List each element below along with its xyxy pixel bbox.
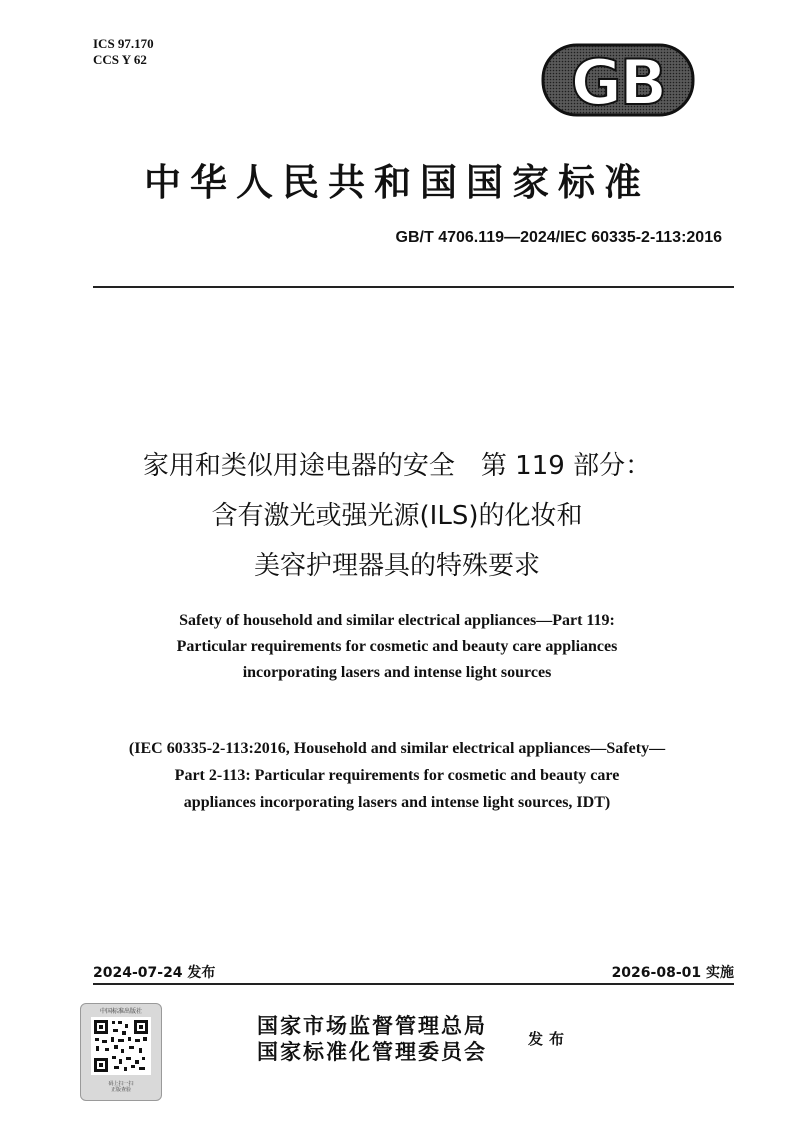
- ccs-code: CCS Y 62: [93, 52, 147, 67]
- standard-number: GB/T 4706.119—2024/IEC 60335-2-113:2016: [395, 229, 722, 246]
- qr-code-icon: [81, 1015, 161, 1077]
- qr-label-footer: 正版查验: [110, 1087, 131, 1093]
- title-chinese: [0, 441, 794, 591]
- classification-codes: [93, 36, 154, 68]
- national-standard-heading: 中华人民共和国国家标准: [144, 161, 650, 204]
- publisher-name: 国家标准化管理委员会: [257, 1040, 487, 1064]
- iec-line: (IEC 60335-2-113:2016, Household and similar electrical appliances—Safety—: [128, 740, 666, 757]
- iec-line: Part 2-113: Particular requirements for cosmetic and beauty care: [174, 767, 620, 784]
- publish-label: 发布: [528, 1030, 571, 1048]
- qr-label-header: 中国标准出版社: [99, 1008, 142, 1015]
- iec-line: appliances incorporating lasers and intense light sources, IDT): [183, 794, 611, 811]
- qr-label-footer: 码上扫一扫: [108, 1081, 134, 1087]
- top-divider: [93, 286, 734, 288]
- title-cn-line: 家用和类似用途电器的安全 第 119 部分：: [142, 451, 652, 481]
- issue-date: 2024-07-24 发布: [93, 965, 216, 981]
- title-en-line: Safety of household and similar electrical appliances—Part 119:: [179, 612, 615, 629]
- qr-code-label[interactable]: [80, 1003, 162, 1101]
- title-cn-line: 美容护理器具的特殊要求: [253, 551, 540, 581]
- bottom-divider: [93, 983, 734, 985]
- gb-standard-logo: [540, 42, 696, 118]
- iec-reference: [0, 735, 794, 816]
- publishing-authorities: [257, 1013, 487, 1065]
- implementation-date: 2026-08-01 实施: [611, 965, 734, 981]
- title-en-line: Particular requirements for cosmetic and beauty care appliances: [176, 638, 618, 655]
- title-english: [0, 608, 794, 686]
- publisher-name: 国家市场监督管理总局: [257, 1014, 487, 1038]
- ics-code: ICS 97.170: [93, 36, 154, 51]
- title-cn-line: 含有激光或强光源(ILS)的化妆和: [211, 501, 583, 531]
- title-en-line: incorporating lasers and intense light sources: [242, 664, 552, 681]
- gb-logo-text: GB: [570, 46, 666, 118]
